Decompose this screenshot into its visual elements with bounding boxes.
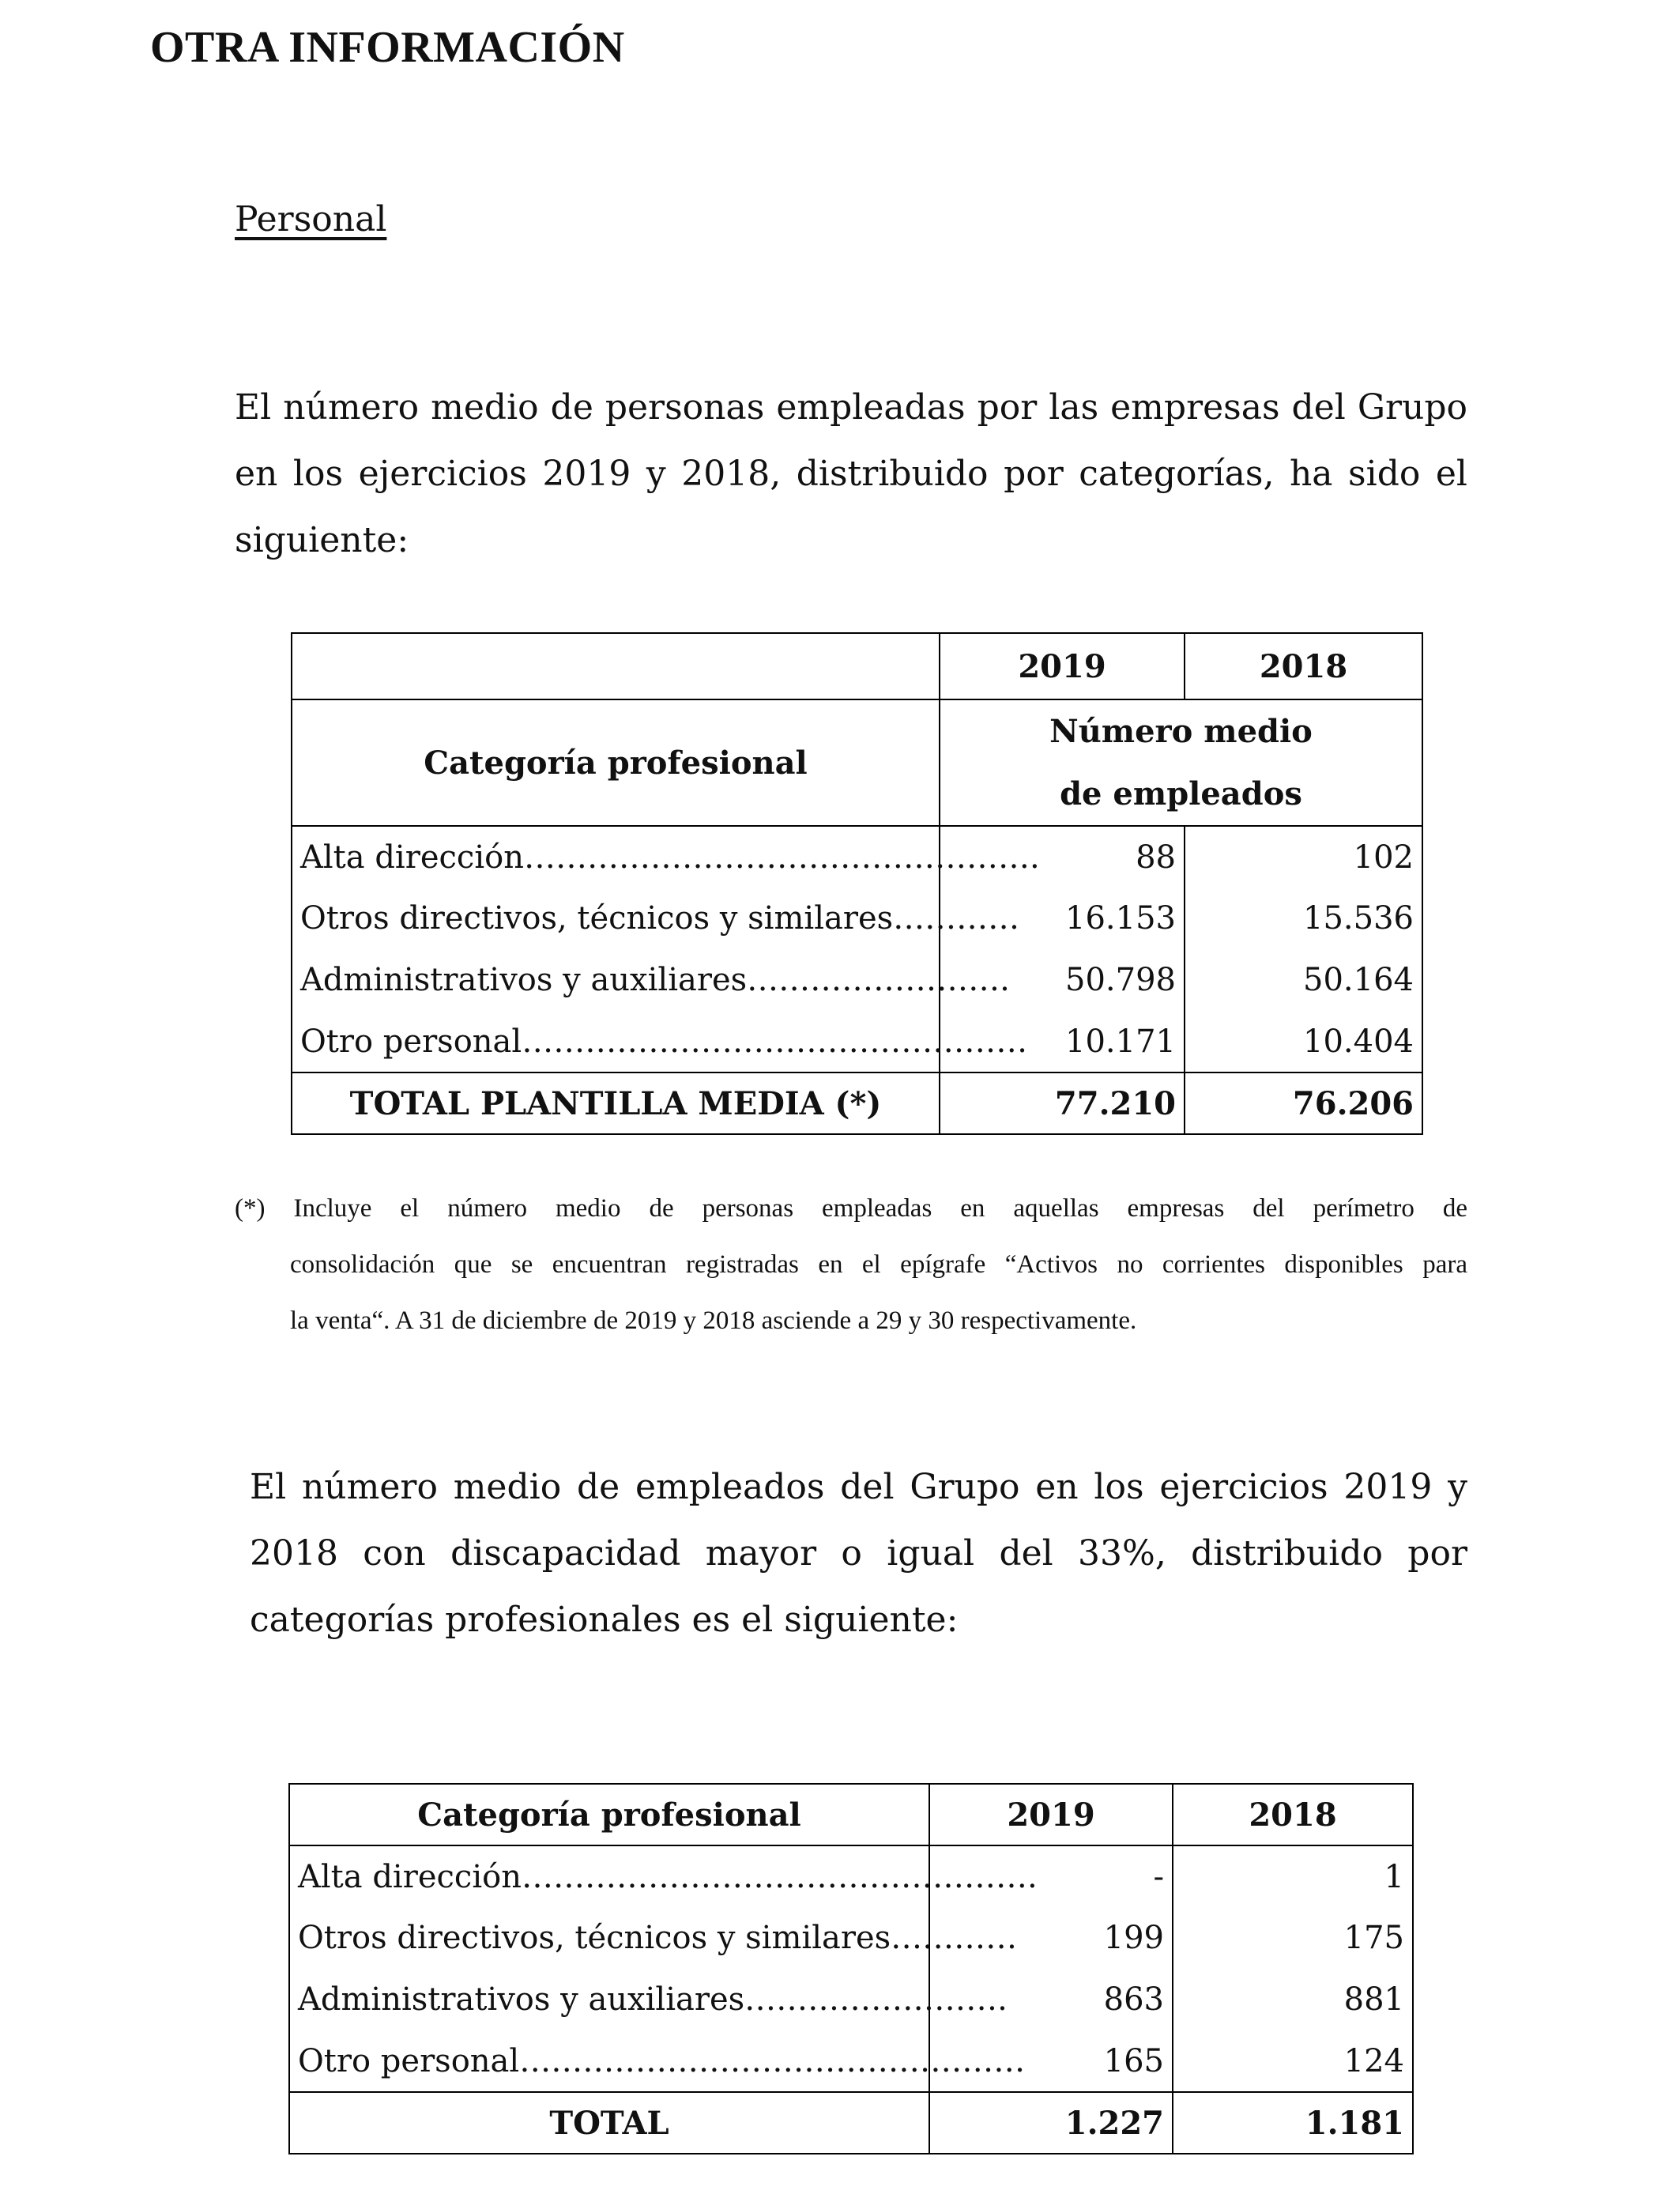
row-value-2019: 50.798	[940, 949, 1185, 1011]
row-value-2019: 88	[940, 826, 1185, 888]
row-value-2018: 175	[1173, 1907, 1413, 1969]
total-value-2018: 76.206	[1185, 1072, 1422, 1134]
row-label: Alta dirección………………………………………….	[289, 1845, 929, 1907]
page-heading: OTRA INFORMACIÓN	[150, 23, 625, 72]
year-2018-header: 2018	[1185, 633, 1422, 699]
total-value-2019: 1.227	[929, 2092, 1173, 2154]
category-header: Categoría profesional	[289, 1784, 929, 1845]
total-label: TOTAL	[289, 2092, 929, 2154]
row-value-2019: 10.171	[940, 1011, 1185, 1072]
disability-employees-table	[288, 1783, 1414, 2154]
row-label: Otros directivos, técnicos y similares…………	[292, 888, 940, 949]
row-value-2019: 16.153	[940, 888, 1185, 949]
row-value-2018: 15.536	[1185, 888, 1422, 949]
row-value-2018: 10.404	[1185, 1011, 1422, 1072]
row-label: Otro personal…………………………………………	[289, 2030, 929, 2092]
year-2019-header: 2019	[940, 633, 1185, 699]
empty-header-cell	[292, 633, 940, 699]
intro-paragraph: El número medio de personas empleadas por las empresas del Grupo en los ejercicios 2019 y 2018, distribuido por categorías, ha sido el siguiente:	[235, 387, 1467, 560]
row-label: Alta dirección………………………………………….	[292, 826, 940, 888]
year-2018-header: 2018	[1173, 1784, 1413, 1845]
disability-paragraph: El número medio de empleados del Grupo en los ejercicios 2019 y 2018 con discapacidad mayor o igual del 33%, distribuido por categorías profesionales es el siguiente:	[250, 1467, 1467, 1640]
footnote-line: consolidación que se encuentran registradas en el epígrafe “Activos no corrientes disponibles para	[290, 1250, 1467, 1279]
row-value-2019: 165	[929, 2030, 1173, 2092]
row-label: Otros directivos, técnicos y similares…………	[289, 1907, 929, 1969]
measure-header: Número medio de empleados	[940, 699, 1422, 826]
footnote	[235, 1181, 1467, 1349]
row-label: Otro personal…………………………………………	[292, 1011, 940, 1072]
footnote-line: (*) Incluye el número medio de personas empleadas en aquellas empresas del perímetro de	[235, 1194, 1467, 1223]
row-label: Administrativos y auxiliares…………………….	[292, 949, 940, 1011]
total-value-2018: 1.181	[1173, 2092, 1413, 2154]
total-value-2019: 77.210	[940, 1072, 1185, 1134]
row-value-2018: 124	[1173, 2030, 1413, 2092]
year-2019-header: 2019	[929, 1784, 1173, 1845]
total-label: TOTAL PLANTILLA MEDIA (*)	[292, 1072, 940, 1134]
average-employees-table	[291, 632, 1423, 1135]
row-value-2019: 863	[929, 1969, 1173, 2030]
section-title: Personal	[235, 199, 387, 239]
row-value-2019: 199	[929, 1907, 1173, 1969]
row-value-2018: 50.164	[1185, 949, 1422, 1011]
row-value-2019: -	[929, 1845, 1173, 1907]
row-value-2018: 102	[1185, 826, 1422, 888]
row-value-2018: 881	[1173, 1969, 1413, 2030]
footnote-line: la venta“. A 31 de diciembre de 2019 y 2018 asciende a 29 y 30 respectivamente.	[290, 1306, 1137, 1335]
category-header: Categoría profesional	[292, 699, 940, 826]
row-label: Administrativos y auxiliares…………………….	[289, 1969, 929, 2030]
row-value-2018: 1	[1173, 1845, 1413, 1907]
